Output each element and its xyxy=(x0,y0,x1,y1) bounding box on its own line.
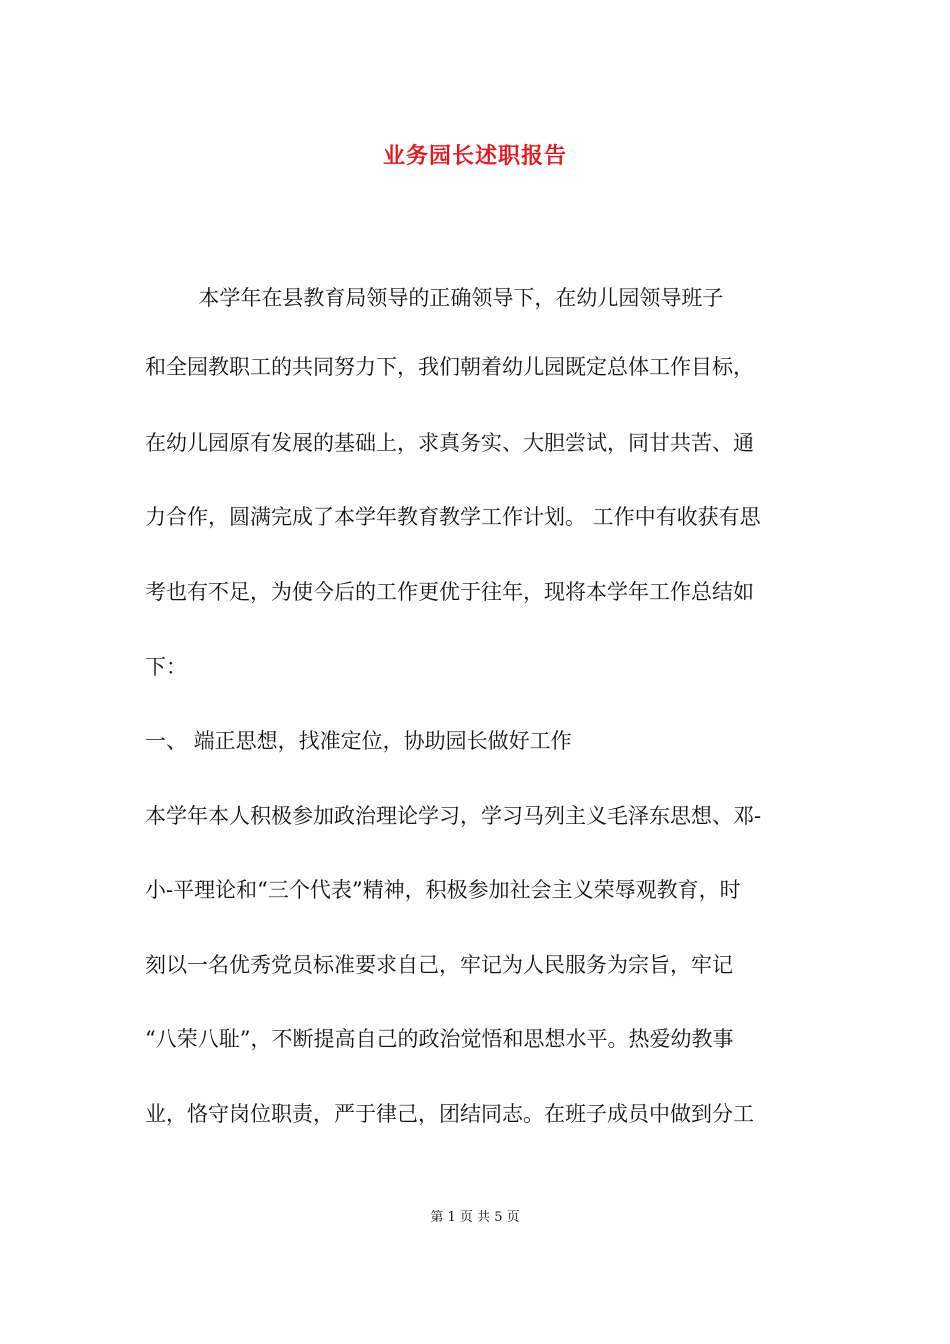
body-line-8: 本学年本人积极参加政治理论学习，学习马列主义毛泽东思想、邓- xyxy=(145,804,762,828)
section-heading-1: 一、 端正思想，找准定位，协助园长做好工作 xyxy=(145,729,572,753)
body-line-9: 小-平理论和“三个代表”精神，积极参加社会主义荣辱观教育，时 xyxy=(145,878,741,902)
body-line-6: 下： xyxy=(145,655,187,679)
body-line-11: “八荣八耻”，不断提高自己的政治觉悟和思想水平。热爱幼教事 xyxy=(145,1027,734,1051)
body-line-4: 力合作，圆满完成了本学年教育教学工作计划。 工作中有收获有思 xyxy=(145,505,761,529)
body-line-1: 本学年在县教育局领导的正确领导下，在幼儿园领导班子 xyxy=(145,286,724,310)
body-line-5: 考也有不足，为使今后的工作更优于往年，现将本学年工作总结如 xyxy=(145,580,754,604)
body-line-12: 业，恪守岗位职责，严于律己，团结同志。在班子成员中做到分工 xyxy=(145,1102,754,1126)
body-line-2: 和全园教职工的共同努力下，我们朝着幼儿园既定总体工作目标， xyxy=(145,355,754,379)
body-line-10: 刻以一名优秀党员标准要求自己，牢记为人民服务为宗旨，牢记 xyxy=(145,953,733,977)
page-title: 业务园长述职报告 xyxy=(382,143,567,169)
body-line-3: 在幼儿园原有发展的基础上，求真务实、大胆尝试，同甘共苦、通 xyxy=(145,431,754,455)
page-number-footer: 第 1 页 共 5 页 xyxy=(430,1210,520,1225)
